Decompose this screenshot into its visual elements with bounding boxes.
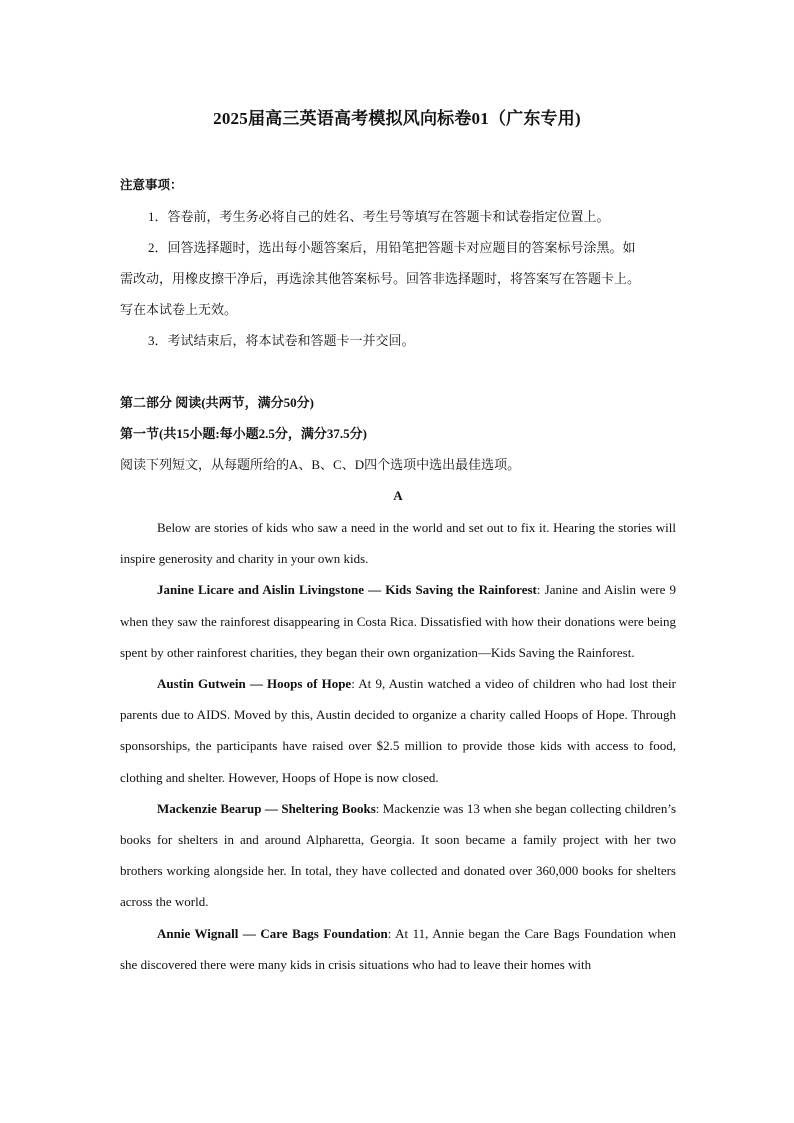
story-text: : Janine and Aislin were 9 when they saw the rainforest disappearing in Costa Rica. Dissatisfied with how their donations were being spent by other rainforest charities, they began their own organization—Kids Saving the Rainforest.: [120, 582, 676, 660]
story-paragraph: [120, 918, 676, 980]
story-paragraph: [120, 793, 676, 918]
subsection-heading: 第一节(共15小题:每小题2.5分，满分37.5分): [120, 426, 367, 441]
passage-letter: A: [393, 488, 403, 503]
notice-section: [120, 170, 676, 356]
section-instruction: 阅读下列短文，从每题所给的A、B、C、D四个选项中选出最佳选项。: [120, 457, 521, 472]
story-paragraph: [120, 574, 676, 668]
notice-item-3: 3．考试结束后，将本试卷和答题卡一并交回。: [148, 333, 415, 348]
passage-intro: Below are stories of kids who saw a need in the world and set out to fix it. Hearing the stories will inspire generosity and charity in your own kids.: [120, 520, 676, 567]
page-title: 2025届高三英语高考模拟风向标卷01（广东专用): [213, 109, 581, 128]
notice-item-2-line-2: 需改动，用橡皮擦干净后，再选涂其他答案标号。回答非选择题时，将答案写在答题卡上。: [120, 271, 641, 286]
story-name: Janine Licare and Aislin Livingstone — Kids Saving the Rainforest: [157, 582, 537, 598]
story-text: : At 11, Annie began the Care Bags Foundation when she discovered there were many kids in crisis situations who had to leave their homes with: [120, 925, 676, 972]
notice-item-2-line-1: 2．回答选择题时，选出每小题答案后，用铅笔把答题卡对应题目的答案标号涂黑。如: [148, 240, 636, 255]
notice-label: 注意事项：: [120, 178, 183, 192]
reading-section-header: [120, 387, 676, 511]
passage: [120, 512, 676, 980]
story-name: Annie Wignall — Care Bags Foundation: [157, 925, 388, 941]
story-name: Austin Gutwein — Hoops of Hope: [157, 676, 352, 692]
story-text: : At 9, Austin watched a video of children who had lost their parents due to AIDS. Moved by this, Austin decided to organize a charity called Hoops of Hope. Through sponsorships, the participants have raised over $2.5 million to provide those kids with access to food, clothing and shelter. However, Hoops of Hope is now closed.: [120, 676, 676, 785]
notice-item-1: 1．答卷前，考生务必将自己的姓名、考生号等填写在答题卡和试卷指定位置上。: [148, 209, 610, 224]
story-text: : Mackenzie was 13 when she began collecting children’s books for shelters in and around Alpharetta, Georgia. It soon became a family project with her two brothers working alongside her. In total, they have collected and donated over 360,000 books for shelters across the world.: [120, 800, 677, 910]
story-paragraph: [120, 668, 676, 793]
story-name: Mackenzie Bearup — Sheltering Books: [157, 800, 376, 816]
notice-item-2-line-3: 写在本试卷上无效。: [120, 302, 238, 317]
part-heading: 第二部分 阅读(共两节，满分50分): [120, 395, 314, 410]
